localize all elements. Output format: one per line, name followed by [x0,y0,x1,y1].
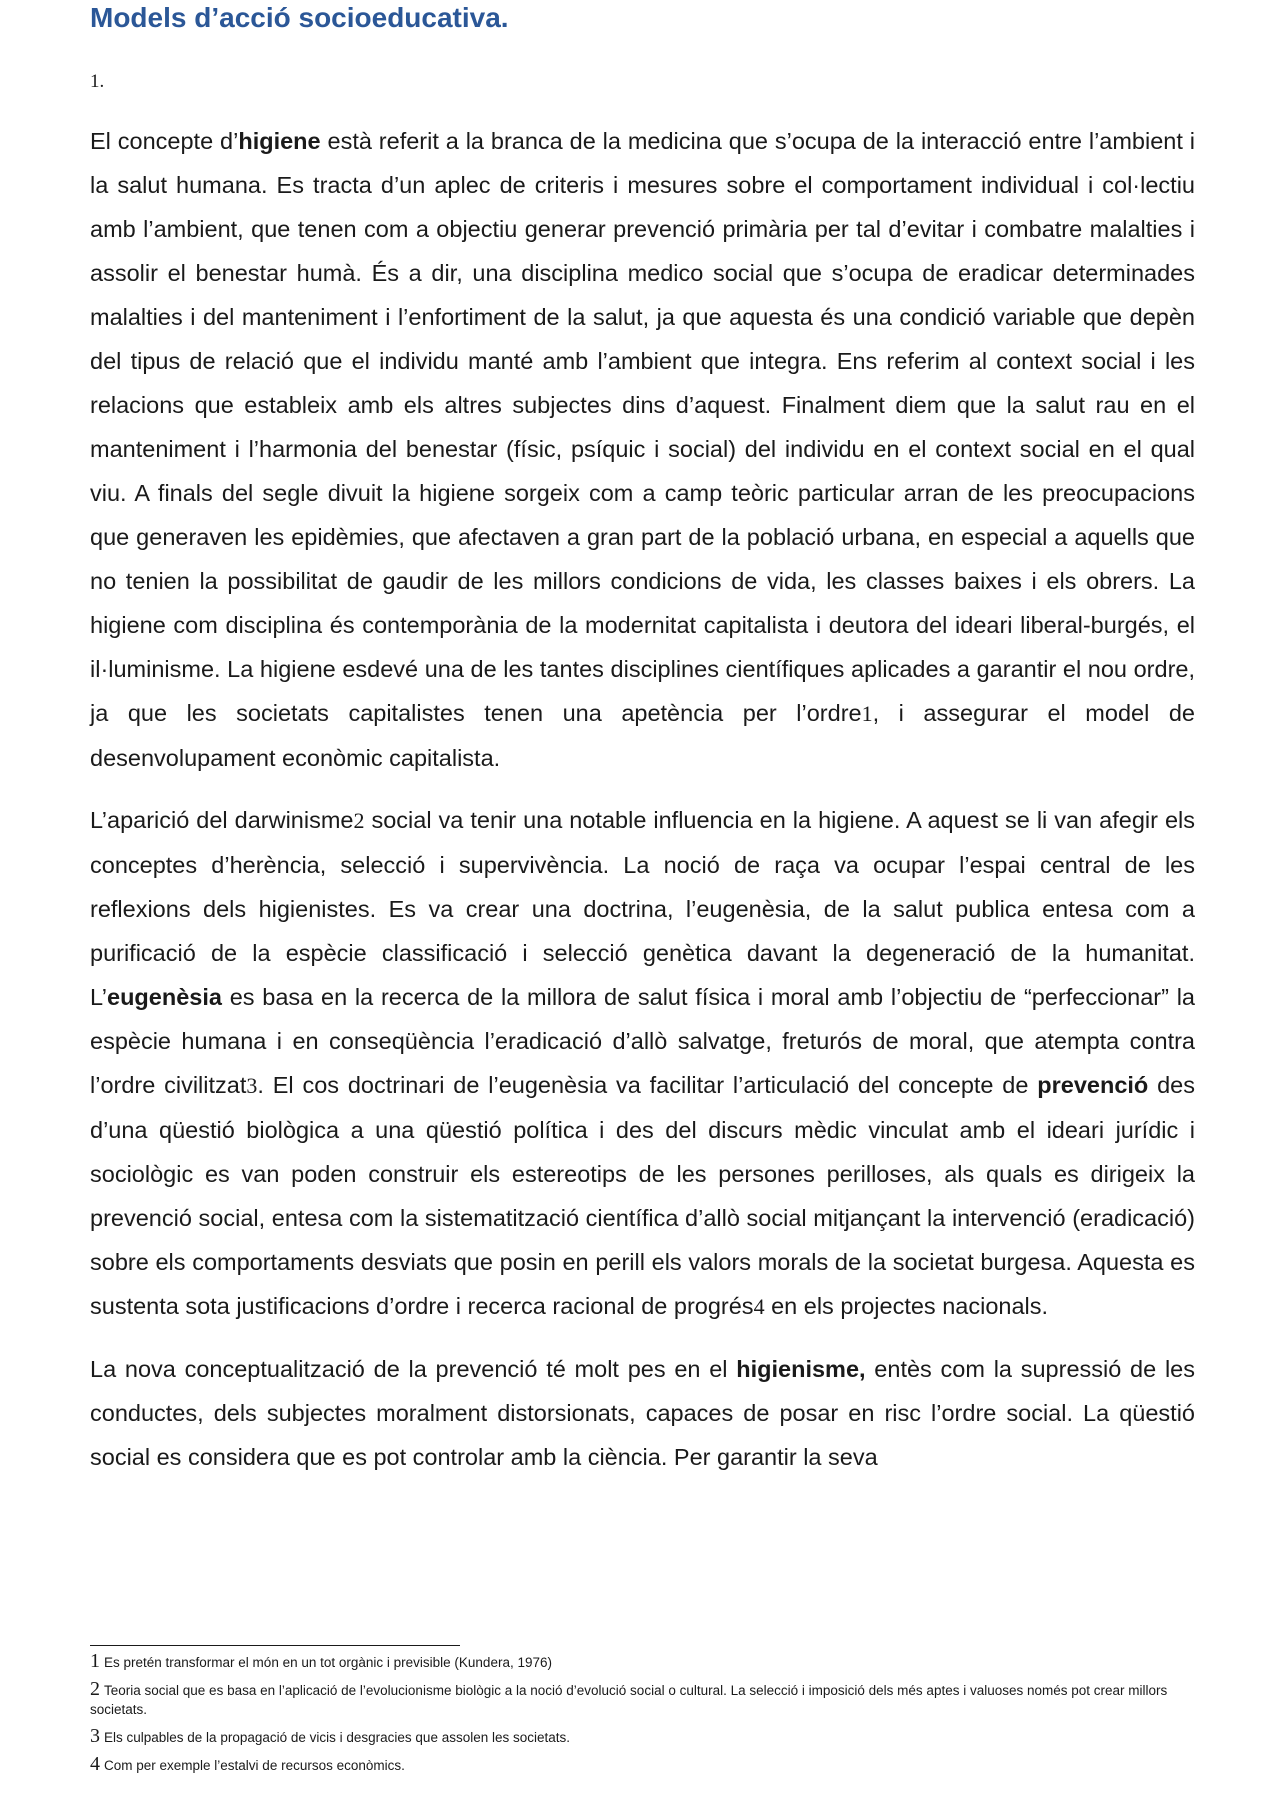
footnote-number: 1 [90,1650,100,1672]
paragraph-text: La nova conceptualització de la prevenció té molt pes en el [90,1356,737,1382]
paragraph-text: . El cos doctrinari de l’eugenèsia va facilitar l’articulació del concepte de [257,1072,1038,1098]
paragraph-text: El concepte d’ [90,128,239,154]
footnote-reference: 1 [861,701,873,726]
paragraph-text: social va tenir una notable influencia en la higiene. A aquest se li van afegir els conceptes d’herència, selecció i supervivència. La noció de raça va ocupar l’espai central de les reflexions dels higienistes. Es va crear una doctrina, l’eugenèsia, de la salut publica entesa com a purificació de la espècie classificació i selecció genètica davant la degeneració de la humanitat. L’ [90,807,1195,1010]
paragraph [90,1347,1195,1479]
bold-term-prevencio: prevenció [1037,1072,1149,1098]
section-number: 1. [90,71,105,92]
footnote-number: 3 [90,1725,100,1747]
paragraph-text: L’aparició del darwinisme [90,807,354,833]
paragraph-text: des d’una qüestió biològica a una qüestió política i des del discurs mèdic vinculat amb el ideari jurídic i sociològic es van poden construir els estereotips de les persones perilloses, als quals es dirigeix la prevenció social, entesa com la sistematització científica d’allò social mitjançant la intervenció (eradicació) sobre els comportaments desviats que posin en perill els valors morals de la societat burgesa. Aquesta es sustenta sota justificacions d’ordre i recerca racional de progrés [90,1072,1196,1319]
footnote-number: 4 [90,1753,100,1775]
paragraph-text: , i assegurar el model de desenvolupament econòmic capitalista. [90,700,1195,771]
footnotes [90,1652,1195,1783]
footnote-number: 2 [90,1678,100,1700]
document-title: Models d’acció socioeducativa. [90,2,509,33]
bold-term-higienisme: higienisme, [736,1356,866,1382]
footnote-text: Com per exemple l’estalvi de recursos econòmics. [104,1758,405,1773]
footnote [90,1727,1195,1747]
footnote-text: Es pretén transformar el món en un tot orgànic i previsible (Kundera, 1976) [104,1655,552,1670]
footnote-separator [90,1645,460,1646]
paragraph-text: entès com la supressió de les conductes, dels subjectes moralment distorsionats, capaces de posar en risc l’ordre social. La qüestió social es considera que es pot controlar amb la ciència. Per garantir la seva [90,1356,1195,1470]
footnote-reference: 3 [246,1073,258,1098]
footnote [90,1680,1195,1719]
bold-term-eugenesia: eugenèsia [107,984,222,1010]
footnote-reference: 2 [353,808,365,833]
footnote-reference: 4 [753,1294,765,1319]
paragraph-text: està referit a la branca de la medicina que s’ocupa de la interacció entre l’ambient i la salut humana. Es tracta d’un aplec de criteris i mesures sobre el comportament individual i col·lectiu amb l’ambient, que tenen com a objectiu generar prevenció primària per tal d’evitar i combatre malalties i assolir el benestar humà. És a dir, una disciplina medico social que s’ocupa de eradicar determinades malalties i del manteniment i l’enfortiment de la salut, ja que aquesta és una condició variable que depèn del tipus de relació que el individu manté amb l’ambient que integra. Ens referim al context social i les relacions que estableix amb els altres subjectes dins d’aquest. Finalment diem que la salut rau en el manteniment i l’harmonia del benestar (físic, psíquic i social) del individu en el context social en el qual viu. A finals del segle divuit la higiene sorgeix com a camp teòric particular arran de les preocupacions que generaven les epidèmies, que afectaven a gran part de la població urbana, en especial a aquells que no tenien la possibilitat de gaudir de les millors condicions de vida, les classes baixes i els obrers. La higiene com disciplina és contemporània de la modernitat capitalista i deutora del ideari liberal-burgés, el il·luminisme. La higiene esdevé una de les tantes disciplines científiques aplicades a garantir el nou ordre, ja que les societats capitalistes tenen una apetència per l’ordre [90,128,1196,726]
document-page [90,0,1195,1479]
paragraph [90,119,1195,780]
paragraph-text: es basa en la recerca de la millora de salut física i moral amb l’objectiu de “perfeccionar” la espècie humana i en conseqüència l’eradicació d’allò salvatge, freturós de moral, que atempta contra l’ordre civilitzat [90,984,1195,1098]
footnote [90,1755,1195,1775]
paragraph [90,798,1195,1329]
footnote-text: Els culpables de la propagació de vicis i desgracies que assolen les societats. [104,1730,571,1745]
footnote [90,1652,1195,1672]
bold-term-higiene: higiene [238,128,321,154]
paragraph-text: en els projectes nacionals. [764,1293,1049,1319]
footnote-text: Teoria social que es basa en l’aplicació de l’evolucionisme biològic a la noció d’evolució social o cultural. La selecció i imposició dels més aptes i valuoses només pot crear millors societats. [90,1683,1168,1717]
